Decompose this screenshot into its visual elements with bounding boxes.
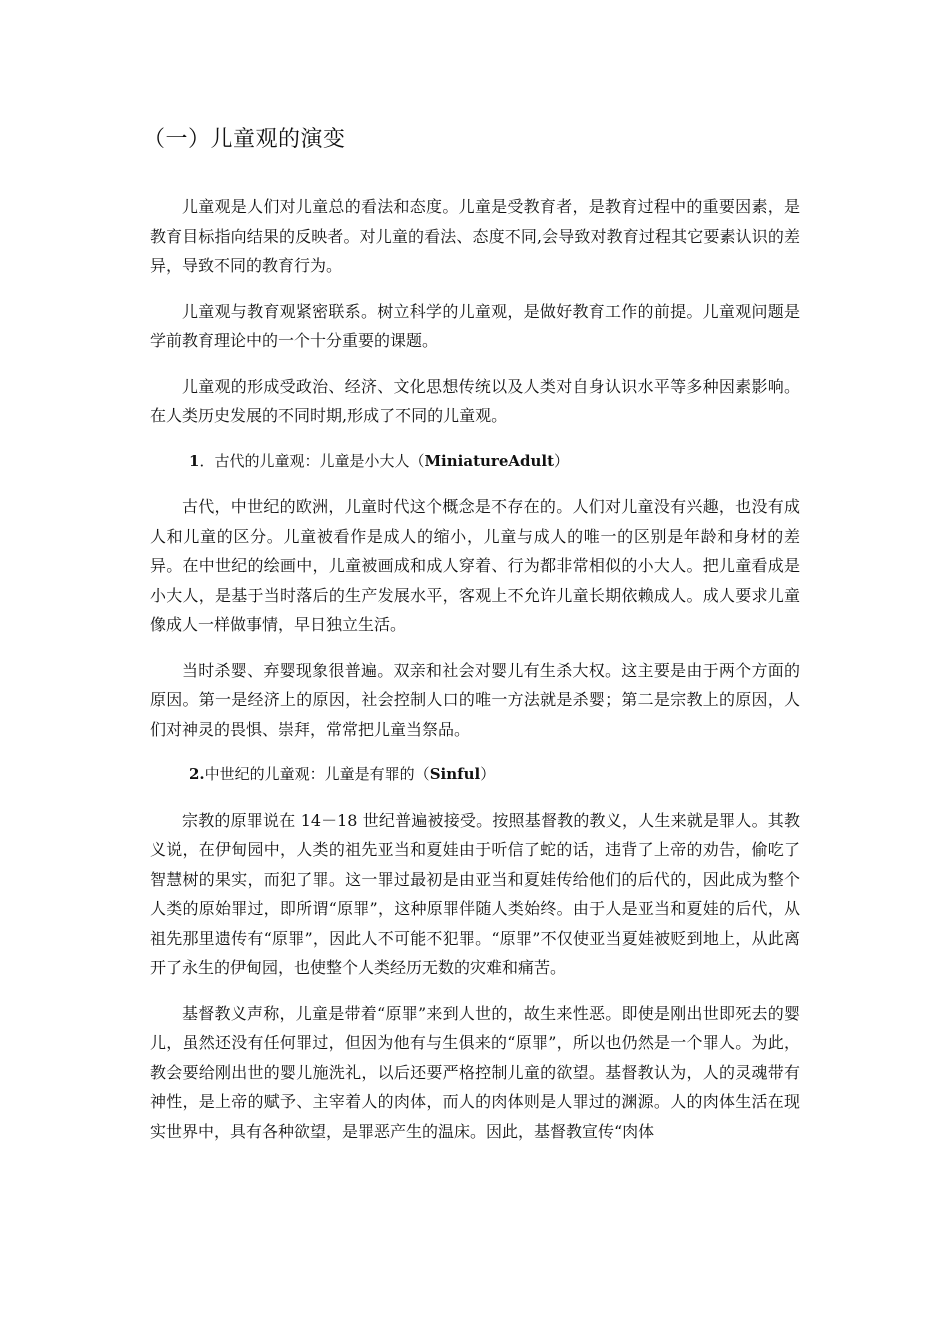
section-heading-text: ．古代的儿童观：儿童是小大人（ — [199, 451, 425, 470]
document-title: （一）儿童观的演变 — [143, 127, 346, 152]
section-heading-ancient — [150, 447, 800, 477]
section-heading-english: MiniatureAdult — [424, 451, 555, 470]
section-number: 1 — [189, 451, 200, 470]
document-body — [150, 192, 800, 1162]
section-heading-close: ） — [554, 451, 570, 470]
section-heading-close: ） — [480, 765, 496, 783]
ancient-paragraph-2: 当时杀婴、弃婴现象很普遍。双亲和社会对婴儿有生杀大权。这主要是由于两个方面的原因。第一是经济上的原因，社会控制人口的唯一方法就是杀婴；第二是宗教上的原因，人们对神灵的畏惧、崇拜，常常把儿童当祭品。 — [150, 660, 800, 739]
section-number: 2. — [189, 765, 205, 783]
section-heading-text: 中世纪的儿童观：儿童是有罪的（ — [204, 765, 430, 783]
intro-paragraph-1: 儿童观是人们对儿童总的看法和态度。儿童是受教育者，是教育过程中的重要因素，是教育目标指向结果的反映者。对儿童的看法、态度不同,会导致对教育过程其它要素认识的差异，导致不同的教育行为。 — [150, 197, 800, 275]
intro-paragraph-2: 儿童观与教育观紧密联系。树立科学的儿童观，是做好教育工作的前提。儿童观问题是学前教育理论中的一个十分重要的课题。 — [150, 301, 800, 350]
ancient-paragraph-1: 古代，中世纪的欧洲，儿童时代这个概念是不存在的。人们对儿童没有兴趣，也没有成人和儿童的区分。儿童被看作是成人的缩小，儿童与成人的唯一的区别是年龄和身材的差异。在中世纪的绘画中，儿童被画成和成人穿着、行为都非常相似的小大人。把儿童看成是小大人，是基于当时落后的生产发展水平，客观上不允许儿童长期依赖成人。成人要求儿童像成人一样做事情，早日独立生活。 — [150, 497, 800, 634]
intro-paragraph-3: 儿童观的形成受政治、经济、文化思想传统以及人类对自身认识水平等多种因素影响。在人类历史发展的不同时期,形成了不同的儿童观。 — [150, 376, 800, 425]
section-heading-medieval — [150, 760, 800, 790]
medieval-paragraph-1: 宗教的原罪说在 14－18 世纪普遍被接受。按照基督教的教义，人生来就是罪人。其教义说，在伊甸园中，人类的祖先亚当和夏娃由于听信了蛇的话，违背了上帝的劝告，偷吃了智慧树的果实，而犯了罪。这一罪过最初是由亚当和夏娃传给他们的后代的，因此成为整个人类的原始罪过，即所谓“原罪”，这种原罪伴随人类始终。由于人是亚当和夏娃的后代，从祖先那里遗传有“原罪”，因此人不可能不犯罪。“原罪”不仅使亚当夏娃被贬到地上，从此离开了永生的伊甸园，也使整个人类经历无数的灾难和痛苦。 — [150, 810, 800, 977]
medieval-paragraph-2: 基督教义声称，儿童是带着“原罪”来到人世的，故生来性恶。即使是刚出世即死去的婴儿，虽然还没有任何罪过，但因为他有与生俱来的“原罪”，所以也仍然是一个罪人。为此，教会要给刚出世的婴儿施洗礼，以后还要严格控制儿童的欲望。基督教认为，人的灵魂带有神性，是上帝的赋予、主宰着人的肉体，而人的肉体则是人罪过的渊源。人的肉体生活在现实世界中，具有各种欲望，是罪恶产生的温床。因此，基督教宣传“肉体 — [150, 1003, 800, 1141]
section-heading-english: Sinful — [429, 765, 481, 783]
